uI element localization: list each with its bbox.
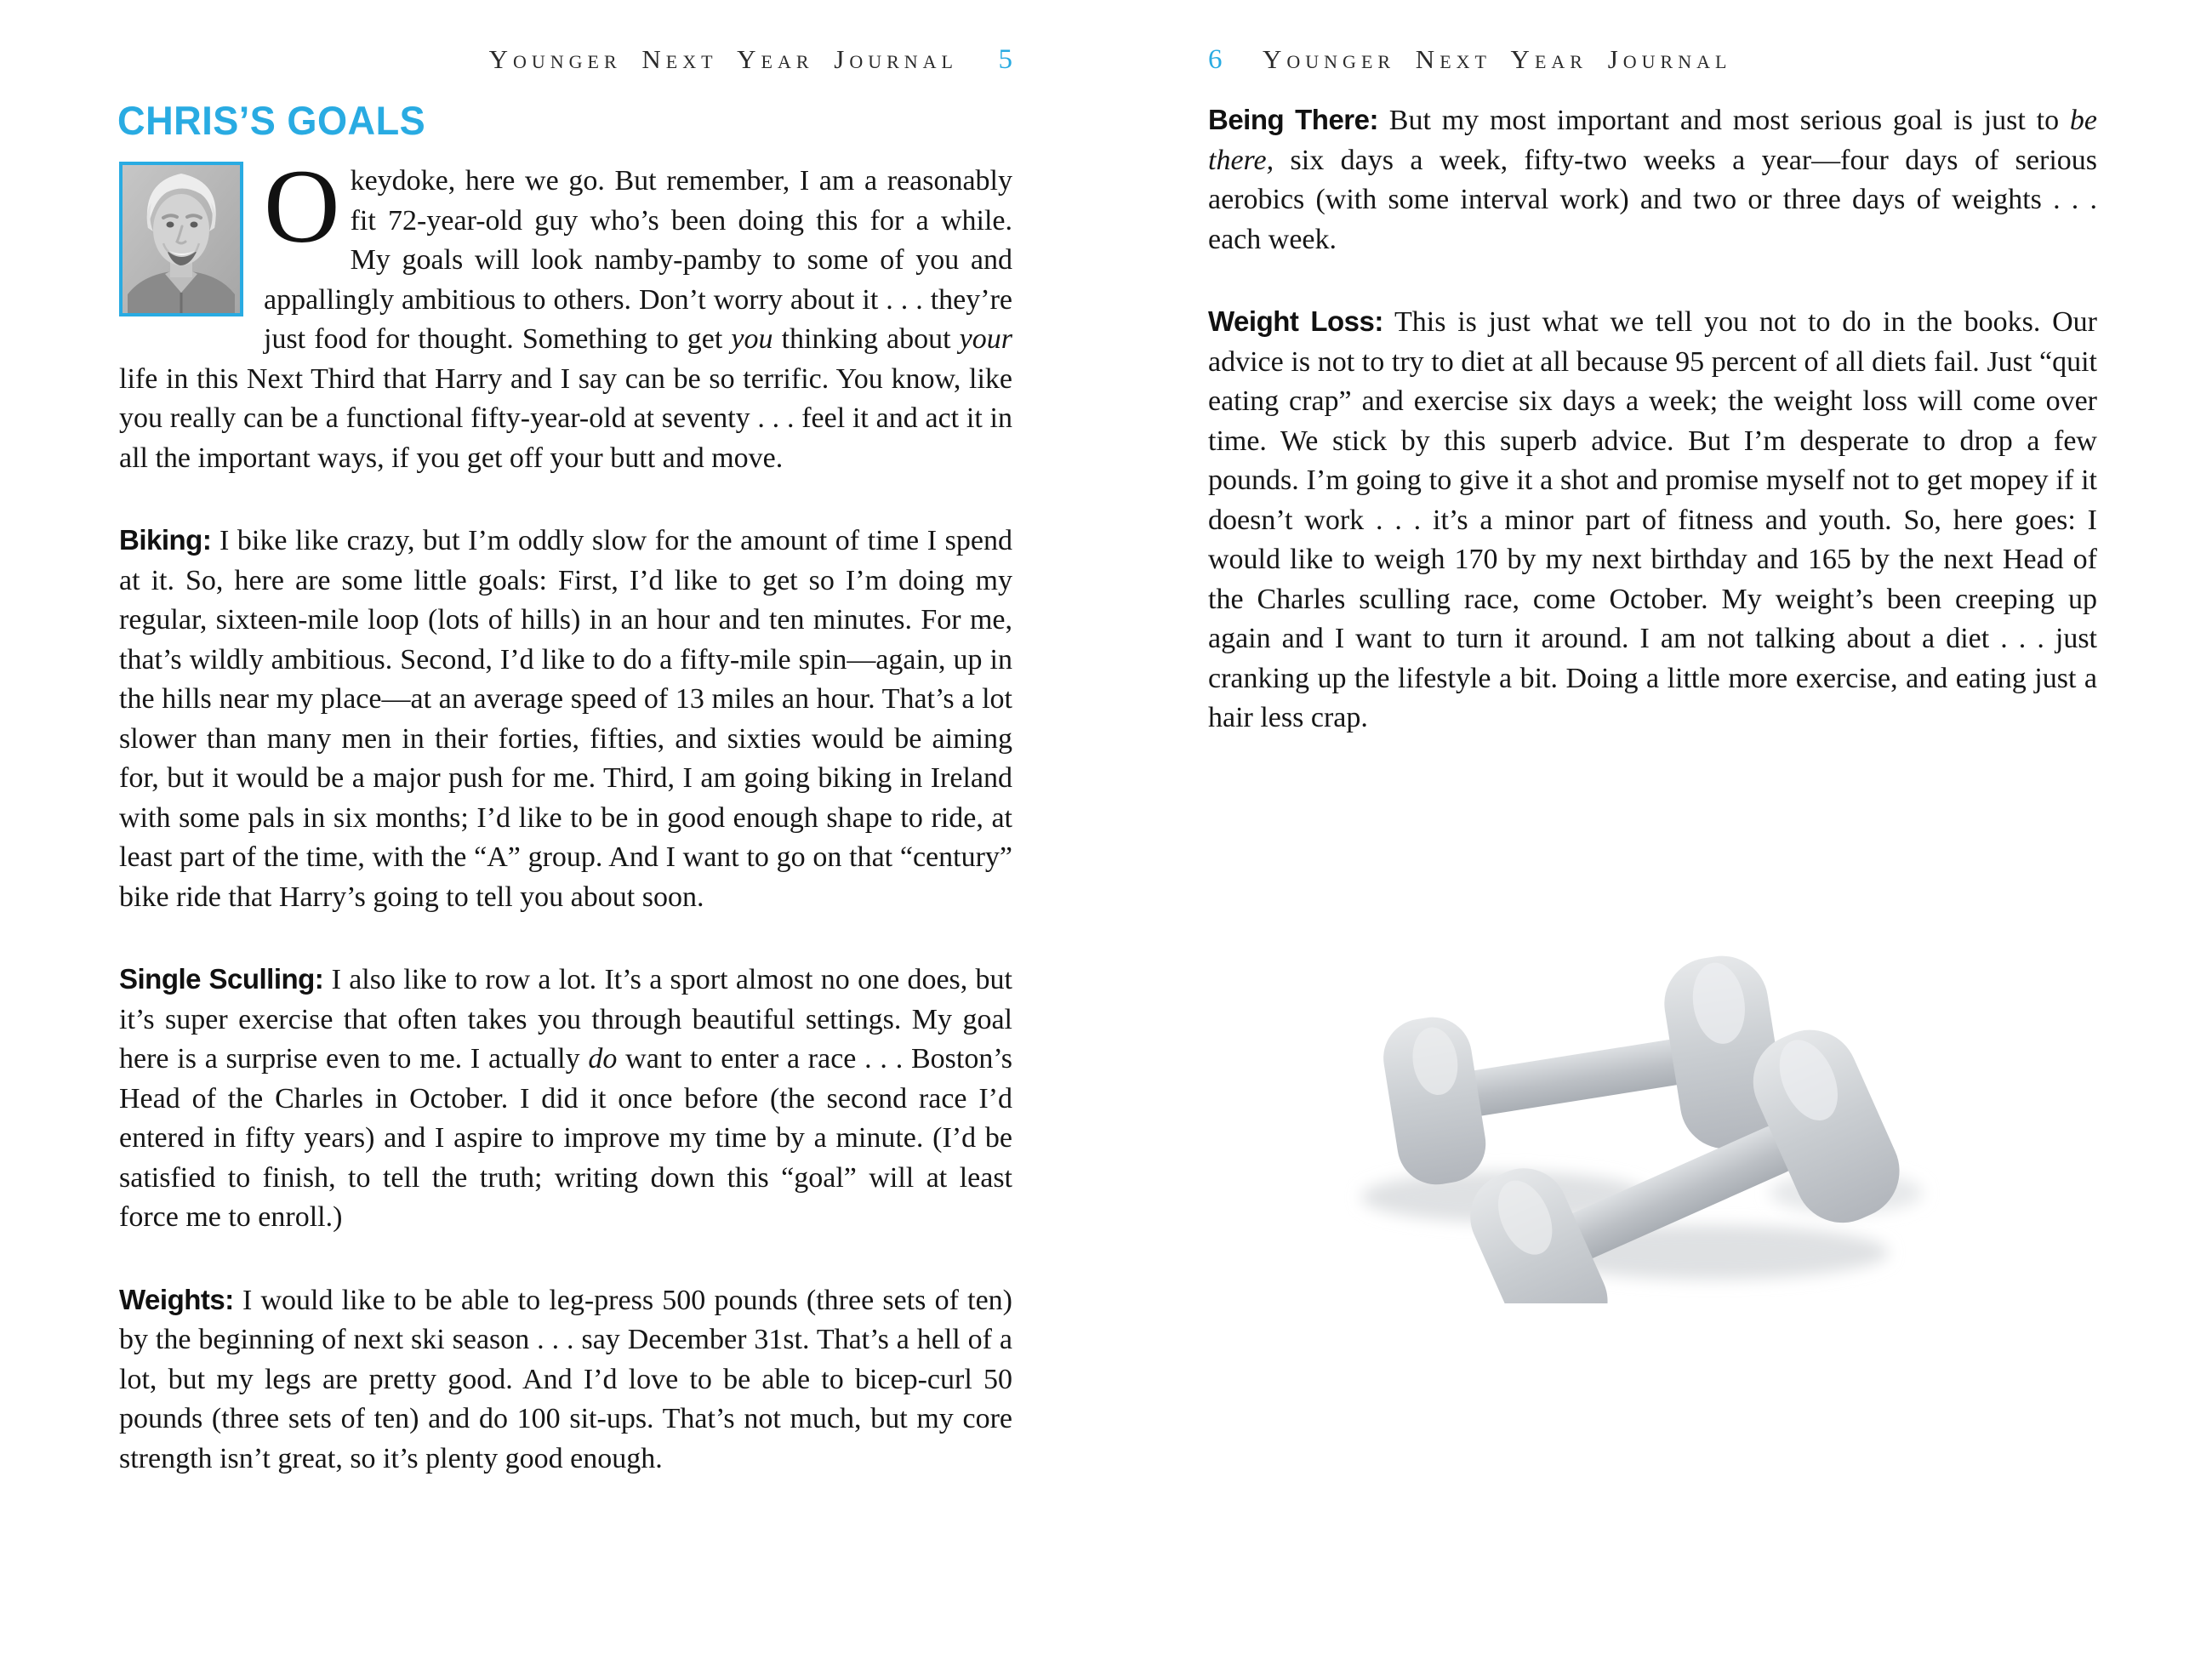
- intro-paragraph: [119, 148, 1012, 478]
- weights-text: I would like to be able to leg-press 500 pounds (three sets of ten) by the beginning of next ski season . . . say December 31st. That’s a hell of a lot, but my legs are pretty good. And I’d love to be able to bicep-curl 50 pounds (three sets of ten) and do 100 sit-ups. That’s not much, but my core strength isn’t great, so it’s plenty good enough.: [119, 1284, 1012, 1474]
- page-number-right: 6: [1208, 44, 1223, 75]
- being-there-text: But my most important and most serious goal is just to be there, six days a week, fifty-two weeks a year—four days of serious aerobics (with some interval work) and two or three days of weights . . . each week.: [1208, 105, 2097, 255]
- single-sculling-text: I also like to row a lot. It’s a sport almost no one does, but it’s super exercise that often takes you through beautiful settings. My goal here is a surprise even to me. I actually do want to enter a race . . . Boston’s Head of the Charles in October. I did it once before (the second race I’d entered in fifty years) and I aspire to improve my time by a minute. (I’d be satisfied to finish, to tell the truth; writing down this “goal” will at least force me to enroll.): [119, 964, 1012, 1233]
- biking-text: I bike like crazy, but I’m oddly slow for the amount of time I spend at it. So, here are some little goals: First, I’d like to get so I’m doing my regular, sixteen-mile loop (lots of hills) in an hour and ten minutes. For me, that’s wildly ambitious. Second, I’d like to do a fifty-mile spin—again, up in the hills near my place—at an average speed of 13 miles an hour. That’s a lot slower than many men in their forties, fifties, and sixties would be aiming for, but it would be a major push for me. Third, I am going biking in Ireland with some pals in six months; I’d like to be in good enough shape to ride, at least part of the time, with the “A” group. And I want to go on that “century” bike ride that Harry’s going to tell you about soon.: [119, 525, 1012, 913]
- running-head-right-title: Younger Next Year Journal: [1263, 44, 1732, 74]
- intro-text: keydoke, here we go. But remember, I am a reasonably fit 72-year-old guy who’s been doing this for a while. My goals will look namby-pamby to some of you and appallingly ambitious to others. Don’t worry about it . . . they’re just food for thought. Something to get you thinking about your life in this Next Third that Harry and I say can be so terrific. You know, like you really can be a functional fifty-year-old at seventy . . . feel it and act it in all the important ways, if you get off your butt and move.: [119, 165, 1012, 474]
- running-head-left-title: Younger Next Year Journal: [488, 44, 958, 74]
- right-page-body: [1208, 100, 2097, 738]
- drop-cap: O: [264, 148, 340, 265]
- lead-in-weights: Weights:: [119, 1283, 234, 1315]
- lead-in-being-there: Being There:: [1208, 104, 1378, 135]
- paragraph-weight-loss: [1208, 302, 2097, 738]
- dumbbells-photo: [1344, 912, 1940, 1303]
- paragraph-biking: [119, 521, 1012, 917]
- lead-in-biking: Biking:: [119, 524, 212, 556]
- paragraph-weights: [119, 1280, 1012, 1479]
- chris-portrait-photo: [119, 162, 243, 316]
- weight-loss-text: This is just what we tell you not to do in the books. Our advice is not to try to diet at all because 95 percent of all diets fail. Just “quit eating crap” and exercise six days a week; the weight loss will come over time. We stick by this superb advice. But I’m desperate to drop a few pounds. I’m going to give it a shot and promise myself not to get mopey if it doesn’t work . . . it’s a minor part of fitness and youth. So, here goes: I would like to weigh 170 by my next birthday and 165 by the next Head of the Charles sculling race, come October. My weight’s been creeping up again and I want to turn it around. I am not talking about a diet . . . just cranking up the lifestyle a bit. Doing a little more exercise, and eating just a hair less crap.: [1208, 306, 2097, 733]
- paragraph-being-there: [1208, 100, 2097, 259]
- section-heading-chris-goals: CHRIS’S GOALS: [117, 98, 426, 143]
- running-head-left: [119, 44, 1012, 76]
- page-number-left: 5: [998, 44, 1012, 75]
- left-page-body: [119, 148, 1012, 1479]
- lead-in-single-sculling: Single Sculling:: [119, 963, 324, 995]
- paragraph-single-sculling: [119, 960, 1012, 1238]
- running-head-right: [1208, 44, 2097, 76]
- lead-in-weight-loss: Weight Loss:: [1208, 305, 1383, 337]
